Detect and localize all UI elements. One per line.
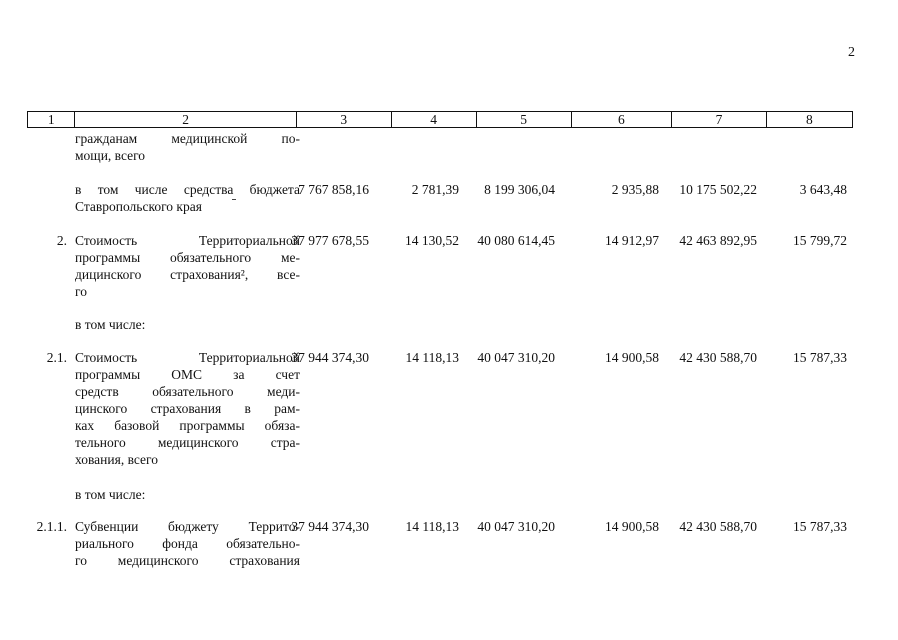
desc-line: Стоимость Территориальной bbox=[75, 233, 300, 248]
desc-line: программы ОМС за счет bbox=[75, 367, 300, 382]
desc-line: риального фонда обязательно- bbox=[75, 536, 300, 551]
header-cell-3: 3 bbox=[296, 112, 391, 127]
value-col-3: 37 944 374,30 bbox=[291, 519, 369, 534]
desc-line: гражданам медицинской по- bbox=[75, 131, 300, 146]
desc-line: мощи, всего bbox=[75, 148, 146, 163]
value-col-3: 7 767 858,16 bbox=[298, 182, 369, 197]
header-cell-5: 5 bbox=[476, 112, 571, 127]
value-col-6: 2 935,88 bbox=[611, 182, 659, 197]
desc-line: в том числе средства бюджета bbox=[75, 182, 300, 197]
header-cell-4: 4 bbox=[391, 112, 476, 127]
header-cell-1: 1 bbox=[47, 112, 55, 127]
row-number: 2. bbox=[56, 233, 67, 248]
desc-line: программы обязательного ме- bbox=[75, 250, 300, 265]
value-col-4: 14 118,13 bbox=[405, 350, 459, 365]
desc-line: хования, всего bbox=[75, 452, 158, 467]
value-col-5: 40 047 310,20 bbox=[477, 350, 555, 365]
header-cell-6: 6 bbox=[571, 112, 672, 127]
value-col-8: 15 787,33 bbox=[793, 519, 847, 534]
value-col-8: 15 799,72 bbox=[793, 233, 847, 248]
value-col-7: 10 175 502,22 bbox=[679, 182, 757, 197]
value-col-4: 2 781,39 bbox=[411, 182, 459, 197]
desc-line: Ставропольского края bbox=[75, 199, 202, 214]
value-col-4: 14 118,13 bbox=[405, 519, 459, 534]
value-col-7: 42 430 588,70 bbox=[679, 519, 757, 534]
value-col-6: 14 900,58 bbox=[605, 350, 659, 365]
header-cell-8: 8 bbox=[766, 112, 852, 127]
value-col-6: 14 900,58 bbox=[605, 519, 659, 534]
desc-line: ках базовой программы обяза- bbox=[75, 418, 300, 433]
value-col-5: 40 047 310,20 bbox=[477, 519, 555, 534]
row-description bbox=[75, 316, 300, 333]
desc-line: го bbox=[75, 284, 87, 299]
row-number: 2.1.1. bbox=[36, 519, 67, 534]
row-description bbox=[75, 130, 300, 164]
desc-line: цинского страхования в рам- bbox=[75, 401, 300, 416]
value-col-3: 37 944 374,30 bbox=[291, 350, 369, 365]
value-col-5: 8 199 306,04 bbox=[484, 182, 555, 197]
header-cell-7: 7 bbox=[671, 112, 766, 127]
row-description bbox=[75, 518, 300, 569]
value-col-3: 37 977 678,55 bbox=[291, 233, 369, 248]
value-col-7: 42 430 588,70 bbox=[679, 350, 757, 365]
row-description bbox=[75, 486, 300, 503]
desc-line: Стоимость Территориальной bbox=[75, 350, 300, 365]
value-col-4: 14 130,52 bbox=[405, 233, 459, 248]
scan-mark bbox=[232, 199, 236, 200]
desc-line: го медицинского страхования bbox=[75, 553, 300, 568]
value-col-8: 15 787,33 bbox=[793, 350, 847, 365]
table-header bbox=[27, 111, 853, 128]
desc-line: средств обязательного меди- bbox=[75, 384, 300, 399]
desc-line: в том числе: bbox=[75, 487, 146, 502]
value-col-6: 14 912,97 bbox=[605, 233, 659, 248]
desc-line: в том числе: bbox=[75, 317, 146, 332]
header-cell-2: 2 bbox=[74, 112, 295, 127]
row-description bbox=[75, 181, 300, 215]
page-number: 2 bbox=[848, 45, 855, 60]
row-number: 2.1. bbox=[46, 350, 67, 365]
row-description bbox=[75, 349, 300, 468]
row-description bbox=[75, 232, 300, 300]
desc-line: тельного медицинского стра- bbox=[75, 435, 300, 450]
value-col-5: 40 080 614,45 bbox=[477, 233, 555, 248]
value-col-7: 42 463 892,95 bbox=[679, 233, 757, 248]
desc-line: дицинского страхования², все- bbox=[75, 267, 300, 282]
value-col-8: 3 643,48 bbox=[799, 182, 847, 197]
desc-line: Субвенции бюджету Террито- bbox=[75, 519, 300, 534]
